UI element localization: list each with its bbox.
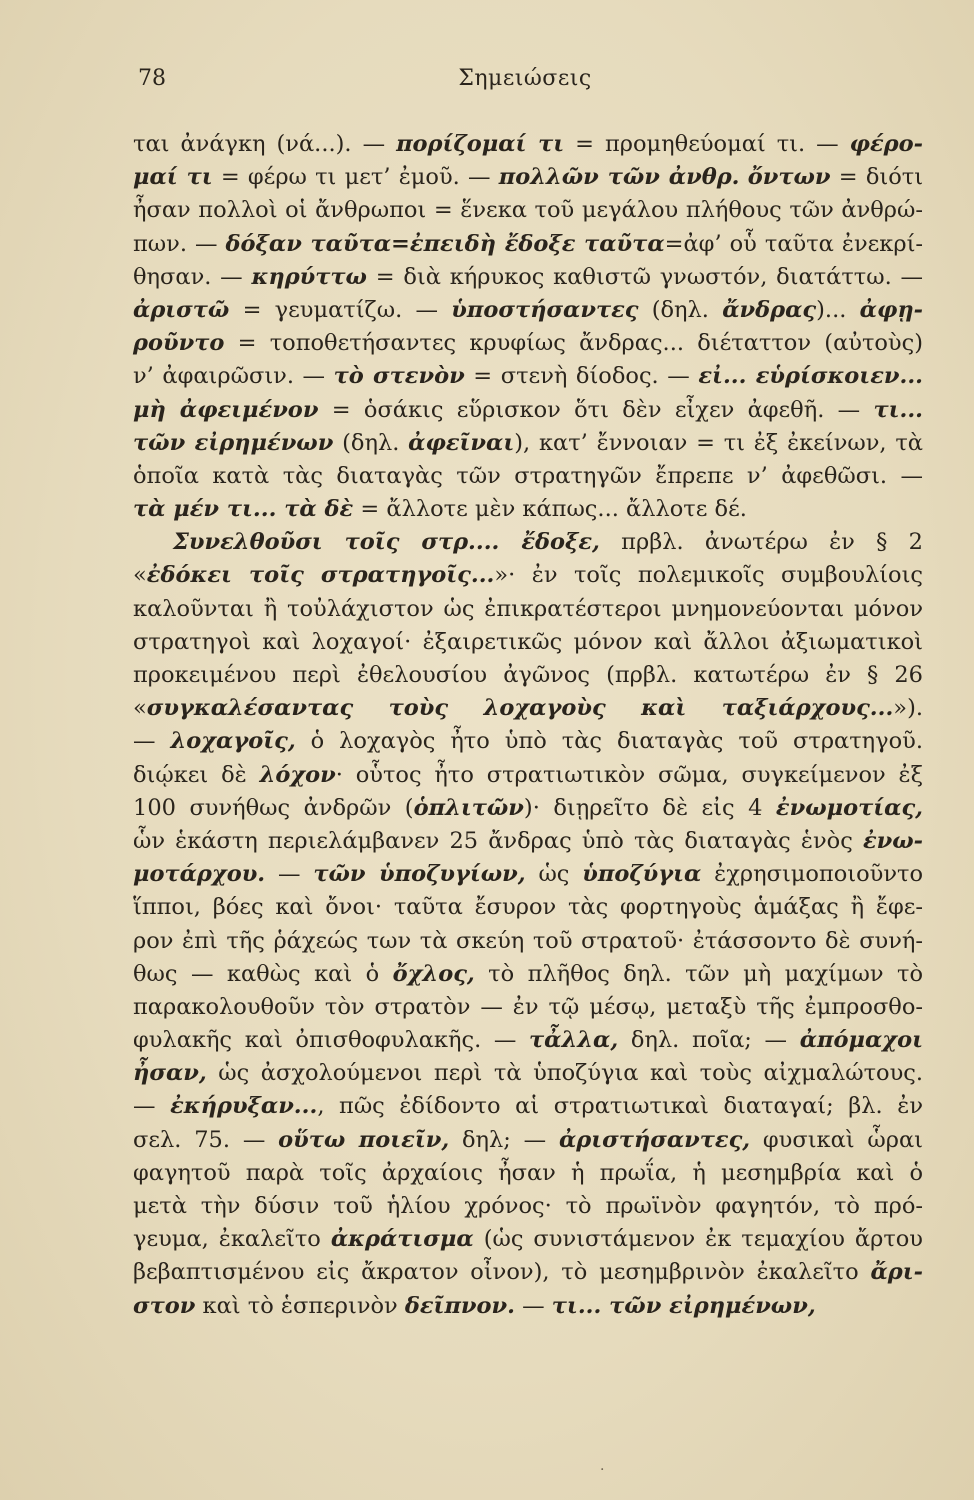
lemma-term: τῶν εἰρημένων [133, 429, 334, 456]
text-line [133, 759, 923, 792]
text-run: · οὗτος ἦτο στρατιωτικὸν σῶμα, συγκείμενον ἐξ [335, 761, 923, 788]
text-run: ), κατ’ ἔννοιαν = τι ἐξ ἐκείνων, τὰ [514, 429, 923, 456]
text-run: = προμηθεύομαί τι. — [564, 131, 850, 157]
lemma-term: τι... τῶν εἰρημένων, [551, 1292, 816, 1319]
text-line [133, 925, 923, 958]
lemma-term: οὕτω ποιεῖν, [278, 1126, 450, 1153]
text-run: =ἀφ’ οὗ ταῦτα ἐνεκρί- [664, 230, 924, 257]
text-run: πων. — [133, 230, 226, 257]
text-run: φυλακῆς καὶ ὀπισθοφυλακῆς. — [133, 1027, 530, 1054]
text-line [133, 1190, 923, 1223]
text-line [133, 559, 923, 592]
lemma-term: ἦσαν, [133, 1060, 207, 1087]
lemma-term: μὴ ἀφειμένον [133, 396, 319, 423]
text-line [133, 626, 923, 659]
text-line [133, 261, 923, 294]
text-line [133, 294, 923, 327]
lemma-term: τῶν ὑποζυγίων, [313, 861, 526, 888]
text-run: γευμα, ἐκαλεῖτο [133, 1226, 331, 1253]
lemma-term: ὄχλος, [392, 960, 475, 987]
text-run: — [514, 1292, 552, 1319]
text-run: καὶ τὸ ἑσπερινὸν [195, 1292, 405, 1319]
text-line [133, 792, 923, 825]
text-run: παρακολουθοῦν τὸν στρατὸν — ἐν τῷ μέσῳ, μεταξὺ τῆς ἐμπροσθο- [133, 993, 923, 1020]
text-run: ρον ἐπὶ τῆς ῥάχεώς των τὰ σκεύη τοῦ στρατοῦ· ἐτάσσοντο δὲ συνή- [133, 927, 923, 954]
page-mark: · [600, 1462, 605, 1478]
text-run: στρατηγοὶ καὶ λοχαγοί· ἐξαιρετικῶς μόνον καὶ ἄλλοι ἀξιωματικοὶ [133, 628, 923, 655]
lemma-term: ἀκράτισμα [330, 1226, 474, 1253]
text-run: ὡς ἀσχολούμενοι περὶ τὰ ὑποζύγια καὶ τοὺς αἰχμαλώτους. [206, 1060, 923, 1087]
lemma-term: ἐνω- [862, 827, 923, 854]
lemma-term: κηρύττω [251, 263, 367, 290]
text-run: = στενὴ δίοδος. — [464, 363, 699, 390]
lemma-term: τἆλλα, [529, 1027, 619, 1054]
lemma-term: μαί τι [133, 164, 213, 191]
lemma-term: ἐνωμοτίας, [775, 794, 923, 821]
text-line [133, 394, 923, 427]
lemma-term: εἰ... εὑρίσκοιεν... [698, 363, 923, 390]
text-run: « [133, 562, 147, 589]
lemma-term: πορίζομαί τι [396, 131, 565, 157]
lemma-term: ὑποστήσαντες [451, 296, 639, 323]
text-run: βεβαπτισμένου εἰς ἄκρατον οἶνον), τὸ μεσημβρινὸν ἐκαλεῖτο [133, 1259, 871, 1286]
text-run: = ἄλλοτε μὲν κάπως... ἄλλοτε δέ. [353, 496, 747, 523]
text-run: = διὰ κήρυκος καθιστῶ γνωστόν, διατάττω. — [366, 263, 924, 290]
lemma-term: δόξαν ταῦτα=ἐπειδὴ ἔδοξε ταῦτα [225, 230, 665, 257]
lemma-term: ὁπλιτῶν [413, 794, 524, 821]
text-line [133, 659, 923, 692]
text-line [133, 991, 923, 1024]
page-header [130, 66, 920, 106]
lemma-term: ἀριστῶ [133, 296, 230, 323]
text-run: μετὰ τὴν δύσιν τοῦ ἡλίου χρόνος· τὸ πρωϊνὸν φαγητόν, τὸ πρό- [133, 1193, 923, 1219]
text-line [133, 493, 923, 526]
lemma-term: ἀφῃ- [859, 296, 924, 323]
text-line [133, 128, 923, 161]
lemma-term: ὑποζύγια [582, 861, 702, 888]
text-line [133, 228, 923, 261]
text-run: φαγητοῦ παρὰ τοῖς ἀρχαίοις ἦσαν ἡ πρωΐα, ἡ μεσημβρία καὶ ὁ [133, 1159, 923, 1186]
text-line [133, 958, 923, 991]
text-run: φυσικαὶ ὧραι [750, 1126, 924, 1153]
text-run: ται ἀνάγκη (νά...). — [133, 131, 397, 157]
text-run: 100 συνήθως ἀνδρῶν ( [133, 794, 414, 821]
text-line [133, 526, 923, 559]
lemma-term: στον [133, 1292, 196, 1319]
text-line [133, 194, 923, 227]
text-run: πρβλ. ἀνωτέρω ἐν § 2 [599, 529, 923, 556]
text-line [133, 1024, 923, 1057]
text-run: )· διῃρεῖτο δὲ εἰς 4 [523, 794, 776, 821]
text-run: )... [816, 296, 860, 323]
text-run: « [133, 695, 147, 722]
text-run: θως — καθὼς καὶ ὁ [133, 960, 393, 987]
text-run: »). [893, 695, 923, 722]
text-run: = τοποθετήσαντες κρυφίως ἄνδρας... διέταττον (αὐτοὺς) [224, 330, 923, 357]
text-run: σελ. 75. — [133, 1126, 279, 1153]
lemma-term: τὰ μέν τι... τὰ δὲ [133, 496, 354, 523]
lemma-term: φέρο- [849, 131, 923, 157]
running-head: Σημειώσεις [458, 66, 592, 91]
text-line [133, 593, 923, 626]
lemma-term: πολλῶν τῶν ἀνθρ. [498, 164, 740, 191]
text-line [133, 692, 923, 725]
text-run: , πῶς ἐδίδοντο αἱ στρατιωτικαὶ διαταγαί; βλ. ἐν [317, 1093, 923, 1120]
text-run: καλοῦνται ἢ τοὐλάχιστον ὡς ἐπικρατέστεροι μνημονεύονται μόνον [133, 595, 923, 622]
lemma-term: μοτάρχου. [133, 861, 266, 888]
text-run: — [133, 1093, 171, 1120]
notes-body [133, 128, 923, 1323]
page-number: 78 [138, 66, 166, 91]
lemma-term: τὸ στενὸν [333, 363, 465, 390]
text-run: ν’ ἀφαιρῶσιν. — [133, 363, 334, 390]
text-line [133, 1223, 923, 1256]
text-line [133, 725, 923, 758]
text-run: — [133, 728, 171, 755]
lemma-term: ἄρι- [870, 1259, 923, 1286]
text-line [133, 825, 923, 858]
text-run: τὸ πλῆθος δηλ. τῶν μὴ μαχίμων τὸ [474, 960, 923, 987]
lemma-term: λόχον [259, 761, 336, 788]
lemma-term: ὄντων [747, 164, 831, 191]
text-run: δηλ; — [449, 1126, 559, 1153]
text-line [133, 1124, 923, 1157]
lemma-term: ἐκήρυξαν... [170, 1093, 318, 1120]
text-line [133, 460, 923, 493]
text-run: ὁποῖα κατὰ τὰς διαταγὰς τῶν στρατηγῶν ἔπρεπε ν’ ἀφεθῶσι. — [133, 462, 923, 489]
lemma-term: ἐδόκει τοῖς στρατηγοῖς... [146, 562, 495, 589]
text-run: »· ἐν τοῖς πολεμικοῖς συμβουλίοις [494, 562, 923, 589]
text-run: = γευματίζω. — [229, 296, 452, 323]
text-run: — [265, 861, 314, 888]
text-run: (δηλ. [333, 429, 409, 456]
lemma-term: ἀριστήσαντες, [558, 1126, 751, 1153]
text-line [133, 1090, 923, 1123]
lemma-term: Συνελθοῦσι τοῖς στρ.... ἔδοξε, [173, 529, 600, 556]
text-run: διῴκει δὲ [133, 761, 260, 788]
text-line [133, 1256, 923, 1289]
lemma-term: δεῖπνον. [404, 1292, 515, 1319]
text-line [133, 427, 923, 460]
lemma-term: ἀπόμαχοι [799, 1027, 923, 1054]
text-line [133, 360, 923, 393]
lemma-term: ἀφεῖναι [408, 429, 515, 456]
text-run: ἐχρησιμοποιοῦντο [701, 861, 923, 888]
text-run [740, 164, 748, 190]
text-line [133, 1290, 923, 1323]
text-run: (ὡς συνιστάμενον ἐκ τεμαχίου ἄρτου [473, 1226, 923, 1253]
text-line [133, 891, 923, 924]
text-run: δηλ. ποῖα; — [618, 1027, 800, 1054]
text-run: = διότι [830, 164, 924, 191]
text-line [133, 858, 923, 891]
lemma-term: ροῦντο [133, 330, 225, 357]
lemma-term: συγκαλέσαντας τοὺς λοχαγοὺς καὶ ταξιάρχους... [146, 695, 894, 722]
text-line [133, 327, 923, 360]
text-run: = ὁσάκις εὕρισκον ὅτι δὲν εἶχεν ἀφεθῆ. — [318, 396, 874, 423]
text-run: = φέρω τι μετ’ ἐμοῦ. — [212, 164, 499, 191]
text-run: ἵπποι, βόες καὶ ὄνοι· ταῦτα ἔσυρον τὰς φορτηγοὺς ἁμάξας ἢ ἔφε- [133, 894, 923, 921]
text-run: θησαν. — [133, 263, 252, 290]
text-run: ὁ λοχαγὸς ἦτο ὑπὸ τὰς διαταγὰς τοῦ στρατηγοῦ. [295, 728, 923, 755]
text-line [133, 161, 923, 194]
lemma-term: ἄνδρας [722, 296, 817, 323]
text-run: ἦσαν πολλοὶ οἱ ἄνθρωποι = ἕνεκα τοῦ μεγάλου πλήθους τῶν ἀνθρώ- [133, 197, 923, 224]
text-line [133, 1157, 923, 1190]
text-run: προκειμένου περὶ ἐθελουσίου ἀγῶνος (πρβλ. κατωτέρω ἐν § 26 [133, 662, 923, 688]
text-line [133, 1057, 923, 1090]
text-run: (δηλ. [638, 296, 723, 323]
lemma-term: τι... [873, 396, 923, 423]
text-run: ὡς [525, 861, 583, 888]
text-run: ὧν ἑκάστη περιελάμβανεν 25 ἄνδρας ὑπὸ τὰς διαταγὰς ἑνὸς [133, 827, 863, 854]
lemma-term: λοχαγοῖς, [170, 728, 296, 755]
